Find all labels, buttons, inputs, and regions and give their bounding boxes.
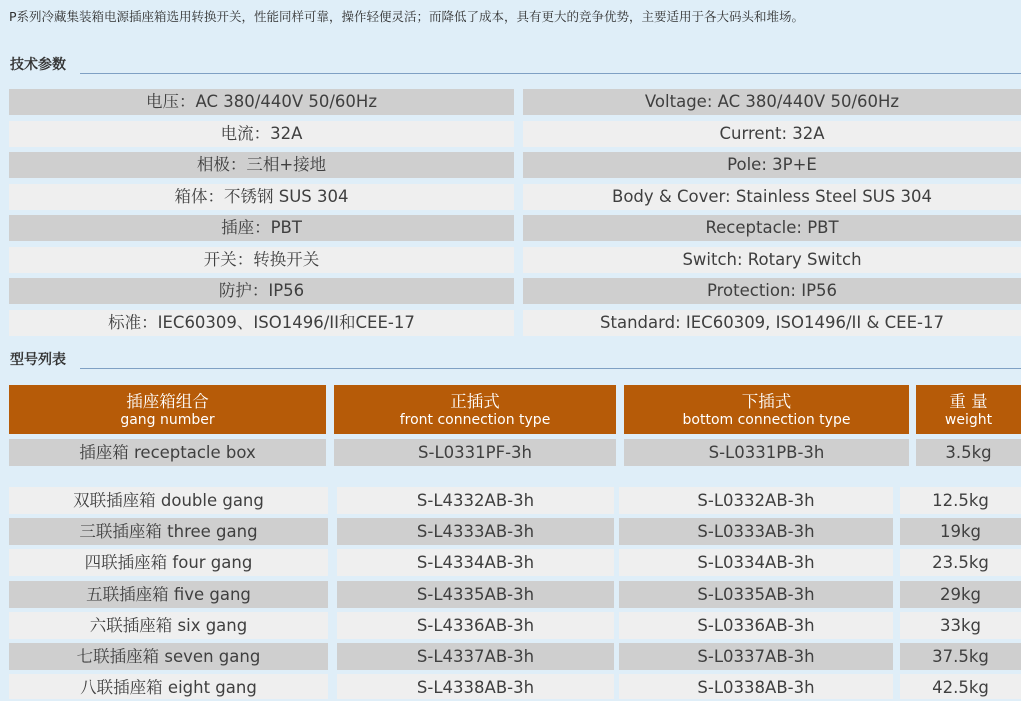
model-weight: 12.5kg (900, 487, 1021, 514)
col-header-gang (9, 385, 326, 434)
spec-zh: 电压：AC 380/440V 50/60Hz (9, 89, 514, 115)
col-header-zh: 正插式 (450, 392, 500, 411)
spec-row (9, 152, 1021, 178)
spec-row (9, 310, 1021, 336)
model-front: S-L4338AB-3h (337, 674, 614, 699)
model-front: S-L4333AB-3h (337, 518, 614, 545)
spec-zh: 电流：32A (9, 121, 514, 147)
col-header-bottom (624, 385, 909, 434)
spec-row (9, 278, 1021, 304)
spec-zh: 标准：IEC60309、ISO1496/II和CEE-17 (9, 310, 514, 336)
spec-zh: 开关：转换开关 (9, 247, 514, 273)
spec-zh: 相极：三相+接地 (9, 152, 514, 178)
model-front: S-L4332AB-3h (337, 487, 614, 514)
section-divider (80, 73, 1021, 74)
model-weight: 42.5kg (900, 674, 1021, 699)
col-header-zh: 重 量 (949, 392, 988, 411)
model-gang: 八联插座箱 eight gang (9, 674, 328, 699)
spec-zh: 防护：IP56 (9, 278, 514, 304)
specs-section-header (10, 54, 1021, 76)
model-front: S-L4335AB-3h (337, 581, 614, 608)
col-header-weight (916, 385, 1021, 434)
model-weight: 33kg (900, 612, 1021, 639)
col-header-zh: 插座箱组合 (126, 392, 209, 411)
section-divider (80, 368, 1021, 369)
model-gang: 四联插座箱 four gang (9, 549, 328, 576)
spec-en: Pole: 3P+E (523, 152, 1021, 178)
model-front: S-L0331PF-3h (334, 439, 616, 466)
col-header-en: weight (944, 412, 993, 428)
model-weight: 29kg (900, 581, 1021, 608)
spec-row (9, 184, 1021, 210)
model-bottom: S-L0333AB-3h (619, 518, 893, 545)
spec-row (9, 247, 1021, 273)
model-front: S-L4336AB-3h (337, 612, 614, 639)
model-bottom: S-L0332AB-3h (619, 487, 893, 514)
model-bottom: S-L0335AB-3h (619, 581, 893, 608)
spec-en: Protection: IP56 (523, 278, 1021, 304)
spec-row (9, 121, 1021, 147)
model-bottom: S-L0338AB-3h (619, 674, 893, 699)
model-weight: 3.5kg (916, 439, 1021, 466)
spec-row (9, 89, 1021, 115)
model-bottom: S-L0334AB-3h (619, 549, 893, 576)
model-bottom: S-L0331PB-3h (624, 439, 909, 466)
intro-text: P系列冷藏集装箱电源插座箱选用转换开关，性能同样可靠，操作轻便灵活；而降低了成本，具有更大的竞争优势，主要适用于各大码头和堆场。 (9, 9, 805, 24)
spec-en: Voltage: AC 380/440V 50/60Hz (523, 89, 1021, 115)
models-section-title: 型号列表 (10, 352, 66, 368)
model-weight: 37.5kg (900, 643, 1021, 670)
model-front: S-L4334AB-3h (337, 549, 614, 576)
model-gang: 三联插座箱 three gang (9, 518, 328, 545)
model-gang: 双联插座箱 double gang (9, 487, 328, 514)
spec-en: Switch: Rotary Switch (523, 247, 1021, 273)
model-bottom: S-L0337AB-3h (619, 643, 893, 670)
spec-row (9, 215, 1021, 241)
model-weight: 19kg (900, 518, 1021, 545)
col-header-en: front connection type (399, 412, 551, 428)
model-gang: 六联插座箱 six gang (9, 612, 328, 639)
spec-zh: 箱体：不锈钢 SUS 304 (9, 184, 514, 210)
model-gang: 插座箱 receptacle box (9, 439, 326, 466)
spec-en: Receptacle: PBT (523, 215, 1021, 241)
spec-en: Body & Cover: Stainless Steel SUS 304 (523, 184, 1021, 210)
col-header-en: gang number (120, 412, 215, 428)
spec-en: Standard: IEC60309, ISO1496/II & CEE-17 (523, 310, 1021, 336)
model-gang: 五联插座箱 five gang (9, 581, 328, 608)
model-front: S-L4337AB-3h (337, 643, 614, 670)
col-header-en: bottom connection type (682, 412, 851, 428)
col-header-front (334, 385, 616, 434)
models-section-header (10, 349, 1021, 371)
col-header-zh: 下插式 (741, 392, 792, 411)
spec-en: Current: 32A (523, 121, 1021, 147)
spec-zh: 插座：PBT (9, 215, 514, 241)
model-bottom: S-L0336AB-3h (619, 612, 893, 639)
specs-section-title: 技术参数 (10, 57, 66, 73)
model-weight: 23.5kg (900, 549, 1021, 576)
model-gang: 七联插座箱 seven gang (9, 643, 328, 670)
